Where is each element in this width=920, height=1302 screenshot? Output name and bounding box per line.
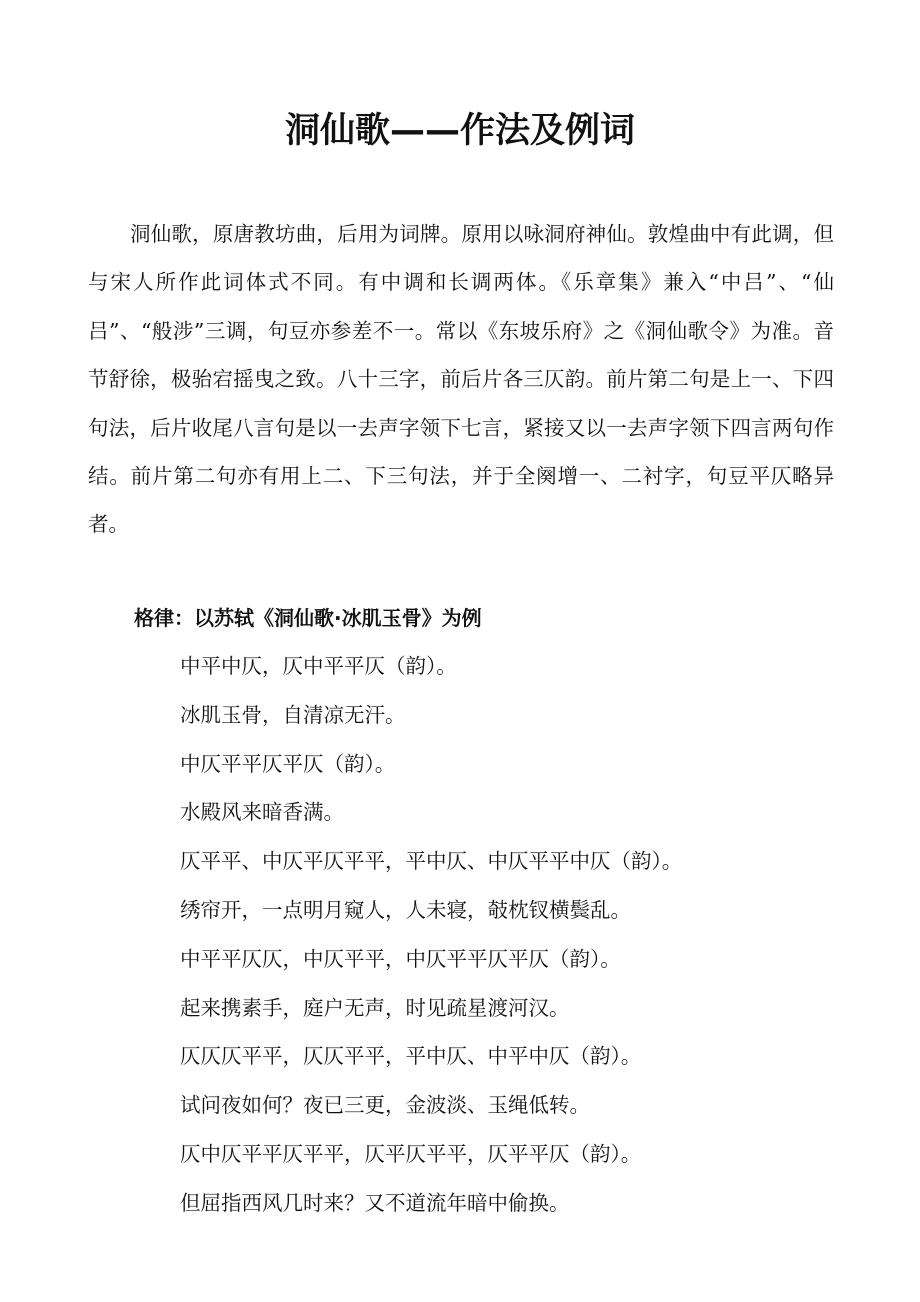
verse-line: 水殿风来暗香满。 <box>180 800 344 825</box>
verse-line: 中平平仄仄，中仄平平，中仄平平仄平仄（韵）。 <box>180 946 621 971</box>
verse-line: 试问夜如何？夜已三更，金波淡、玉绳低转。 <box>180 1093 590 1118</box>
gelv-heading: 格律：以苏轼《洞仙歌·冰肌玉骨》为例 <box>134 606 482 630</box>
verse-line: 冰肌玉骨，自清凉无汗。 <box>180 702 406 727</box>
verse-line: 仄平平、中仄平仄平平，平中仄、中仄平平中仄（韵）。 <box>180 849 683 874</box>
verse-line: 但屈指西风几时来？又不道流年暗中偷换。 <box>180 1190 570 1215</box>
verse-line: 仄中仄平平仄平平，仄平仄平平，仄平平仄（韵）。 <box>180 1141 642 1166</box>
verse-line: 仄仄仄平平，仄仄平平，平中仄、中平中仄（韵）。 <box>180 1044 642 1069</box>
verse-line: 中平中仄，仄中平平仄（韵）。 <box>180 654 457 678</box>
verse-line: 中仄平平仄平仄（韵）。 <box>180 751 396 776</box>
verse-list <box>180 647 860 1233</box>
verse-line: 绣帘开，一点明月窥人，人未寝，攲枕钗横鬓乱。 <box>180 897 631 922</box>
page-title: 洞仙歌——作法及例词 <box>284 111 635 151</box>
verse-line: 起来携素手，庭户无声，时见疏星渡河汉。 <box>180 995 570 1020</box>
intro-paragraph: 洞仙歌，原唐教坊曲，后用为词牌。原用以咏洞府神仙。敦煌曲中有此调，但与宋人所作此词体式不同。有中调和长调两体。《乐章集》兼入“中吕”、“仙吕”、“般涉”三调，句豆亦参差不一。常以《东坡乐府》之《洞仙歌令》为准。音节舒徐，极骀宕摇曳之致。八十三字，前后片各三仄韵。前片第二句是上一、下四句法，后片收尾八言句是以一去声字领下七言，紧接又以一去声字领下四言两句作结。前片第二句亦有用上二、下三句法，并于全阕增一、二衬字，句豆平仄略异者。 <box>88 222 834 537</box>
